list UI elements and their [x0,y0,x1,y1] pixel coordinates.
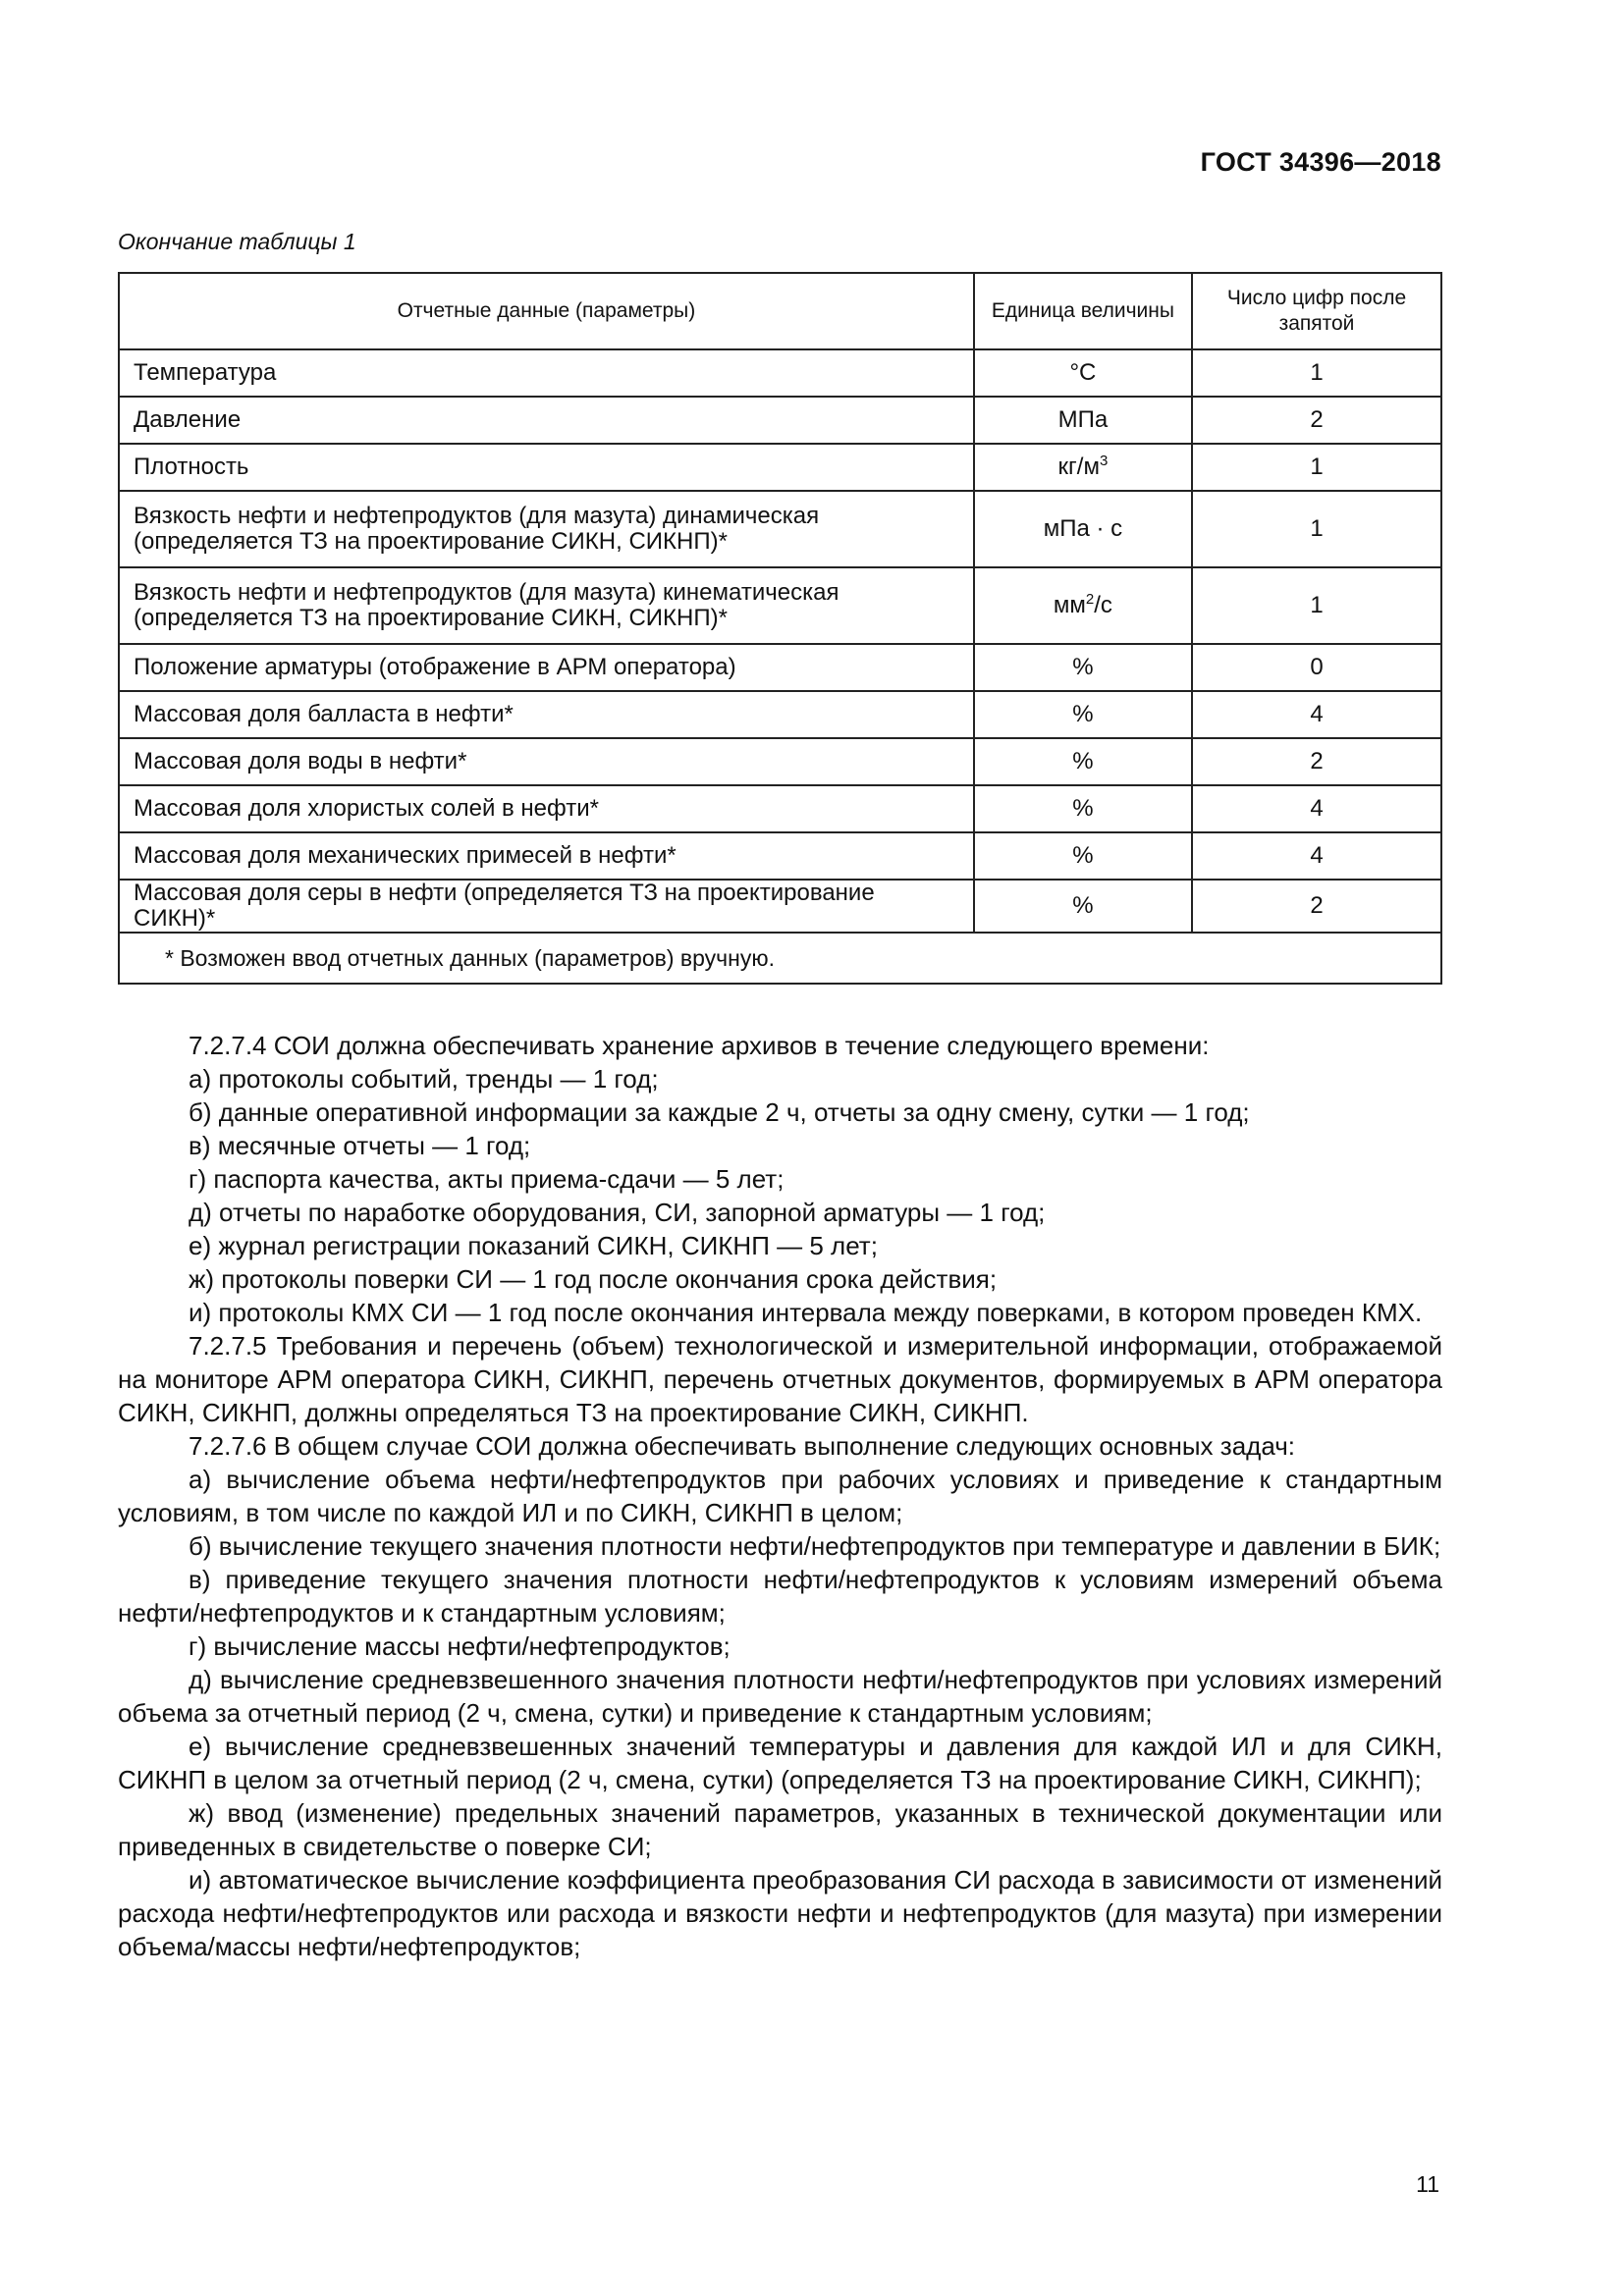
param-cell: Массовая доля хлористых солей в нефти* [119,785,974,832]
unit-cell [974,691,1192,738]
digits-cell: 1 [1192,444,1441,491]
digits-cell: 2 [1192,880,1441,933]
list-item: д) вычисление средневзвешенного значения плотности нефти/нефтепродуктов при условиях измерений объема за отчетный период (2 ч, смена, сутки) и приведение к стандартным условиям; [118,1665,1442,1728]
param-cell: Положение арматуры (отображение в АРМ оператора) [119,644,974,691]
unit-superscript: 2 [1085,591,1095,608]
list-item: а) вычисление объема нефти/нефтепродуктов при рабочих условиях и приведение к стандартным условиям, в том числе по каждой ИЛ и по СИКН, СИКНП в целом; [118,1465,1442,1527]
unit-base: кг/м [1057,454,1100,480]
document-code: ГОСТ 34396—2018 [1200,147,1441,177]
header-param: Отчетные данные (параметры) [119,273,974,349]
digits-cell: 0 [1192,644,1441,691]
table-row [119,567,1441,644]
unit-cell [974,567,1192,644]
digits-cell: 4 [1192,691,1441,738]
table-row [119,738,1441,785]
list-item: ж) протоколы поверки СИ — 1 год после окончания срока действия; [189,1264,998,1294]
list-item: и) протоколы КМХ СИ — 1 год после окончания интервала между поверками, в котором проведен КМХ. [189,1298,1423,1327]
table-row [119,691,1441,738]
digits-cell: 1 [1192,567,1441,644]
table-footnote: * Возможен ввод отчетных данных (параметров) вручную. [119,933,1441,984]
param-cell: Вязкость нефти и нефтепродуктов (для мазута) кинематическая (определяется ТЗ на проектирование СИКН, СИКНП)* [119,567,974,644]
table-footnote-row [119,933,1441,984]
table-row [119,349,1441,397]
table-row [119,397,1441,444]
list-item: б) вычисление текущего значения плотности нефти/нефтепродуктов при температуре и давлении в БИК; [189,1531,1441,1561]
table-row [119,880,1441,933]
section-7-2-7-6: 7.2.7.6 В общем случае СОИ должна обеспечивать выполнение следующих основных задач: [189,1431,1295,1461]
table-header-row [119,273,1441,349]
digits-cell: 2 [1192,738,1441,785]
unit-cell [974,491,1192,567]
unit-superscript: 3 [1099,453,1109,469]
param-cell: Массовая доля механических примесей в нефти* [119,832,974,880]
list-item: г) паспорта качества, акты приема-сдачи — 5 лет; [189,1164,785,1194]
digits-cell: 2 [1192,397,1441,444]
unit-base: % [1072,892,1094,919]
list-item: а) протоколы событий, тренды — 1 год; [189,1064,659,1094]
unit-cell [974,832,1192,880]
table-row [119,644,1441,691]
unit-cell [974,785,1192,832]
table-row [119,832,1441,880]
unit-cell [974,349,1192,397]
unit-tail: /с [1094,592,1112,618]
unit-base: % [1072,842,1094,869]
section-7-2-7-4: 7.2.7.4 СОИ должна обеспечивать хранение архивов в течение следующего времени: [189,1031,1210,1060]
digits-cell: 4 [1192,785,1441,832]
param-cell: Массовая доля серы в нефти (определяется ТЗ на проектирование СИКН)* [119,880,974,933]
unit-base: МПа [1057,406,1109,433]
list-item: в) месячные отчеты — 1 год; [189,1131,531,1160]
table-row [119,785,1441,832]
unit-cell [974,644,1192,691]
unit-base: % [1072,748,1094,774]
header-unit: Единица величины [974,273,1192,349]
unit-cell [974,738,1192,785]
unit-base: °С [1069,359,1097,386]
list-item: е) вычисление средневзвешенных значений температуры и давления для каждой ИЛ и для СИКН, СИКНП в целом за отчетный период (2 ч, смена, сутки) (определяется ТЗ на проектирование СИКН, СИКНП); [118,1732,1442,1794]
tasks-list [118,1463,1442,1963]
param-cell: Массовая доля воды в нефти* [119,738,974,785]
list-item: ж) ввод (изменение) предельных значений параметров, указанных в технической документации или приведенных в свидетельстве о поверке СИ; [118,1798,1442,1861]
page-number: 11 [1416,2171,1439,2197]
list-item: д) отчеты по наработке оборудования, СИ, запорной арматуры — 1 год; [189,1198,1046,1227]
param-cell: Вязкость нефти и нефтепродуктов (для мазута) динамическая (определяется ТЗ на проектирование СИКН, СИКНП)* [119,491,974,567]
param-cell: Температура [119,349,974,397]
parameters-table [118,272,1442,985]
unit-base: % [1072,701,1094,727]
body-text [118,1029,1442,1963]
section-7-2-7-5: 7.2.7.5 Требования и перечень (объем) технологической и измерительной информации, отображаемой на мониторе АРМ оператора СИКН, СИКНП, перечень отчетных документов, формируемых в АРМ оператора СИКН, СИКНП, должны определяться ТЗ на проектирование СИКН, СИКНП. [118,1331,1442,1427]
unit-cell [974,397,1192,444]
archive-list [118,1062,1442,1329]
digits-cell: 1 [1192,491,1441,567]
list-item: в) приведение текущего значения плотности нефти/нефтепродуктов к условиям измерений объема нефти/нефтепродуктов и к стандартным условиям; [118,1565,1442,1628]
header-digits: Число цифр после запятой [1192,273,1441,349]
unit-base: % [1072,795,1094,822]
table-caption: Окончание таблицы 1 [118,229,356,254]
unit-base: % [1072,654,1094,680]
param-cell: Плотность [119,444,974,491]
unit-base: мПа · с [1043,515,1123,542]
unit-cell [974,880,1192,933]
unit-cell [974,444,1192,491]
table-row [119,444,1441,491]
list-item: г) вычисление массы нефти/нефтепродуктов; [189,1631,731,1661]
param-cell: Массовая доля балласта в нефти* [119,691,974,738]
unit-base: мм [1053,592,1086,618]
table-row [119,491,1441,567]
param-cell: Давление [119,397,974,444]
list-item: б) данные оперативной информации за каждые 2 ч, отчеты за одну смену, сутки — 1 год; [189,1097,1250,1127]
list-item: и) автоматическое вычисление коэффициента преобразования СИ расхода в зависимости от изменений расхода нефти/нефтепродуктов или расхода и вязкости нефти и нефтепродуктов (для мазута) при измерении объема/массы нефти/нефтепродуктов; [118,1865,1442,1961]
digits-cell: 1 [1192,349,1441,397]
digits-cell: 4 [1192,832,1441,880]
list-item: е) журнал регистрации показаний СИКН, СИКНП — 5 лет; [189,1231,878,1260]
